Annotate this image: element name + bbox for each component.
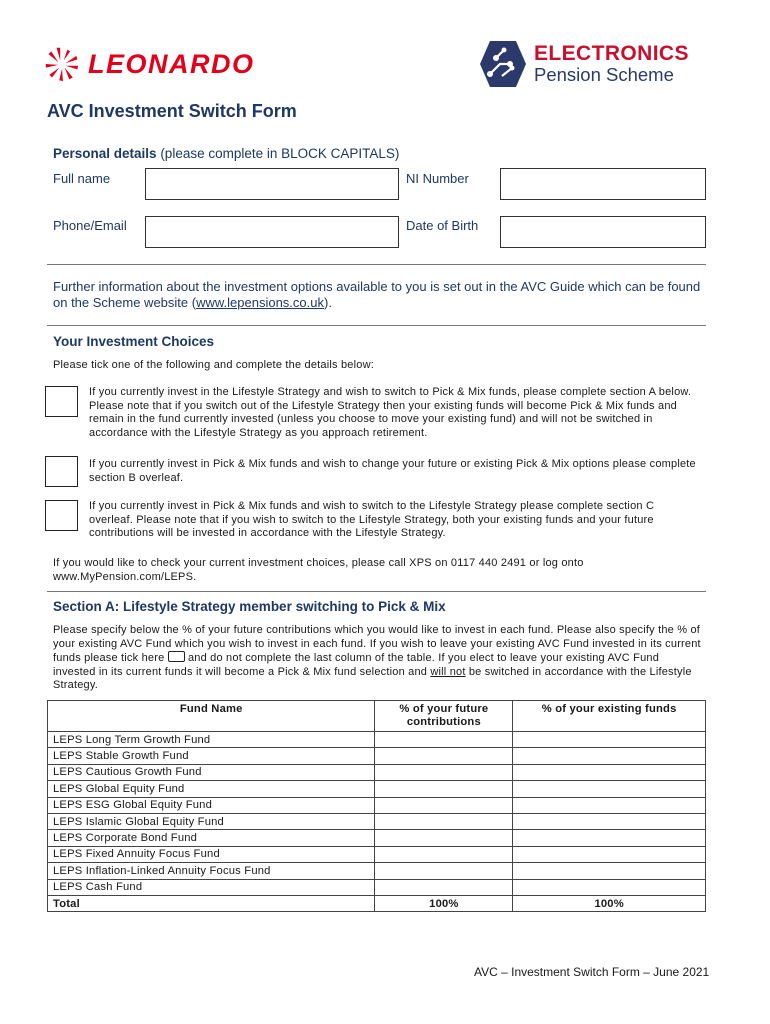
electronics-pension-scheme-logo xyxy=(476,38,689,90)
option-c-text: If you currently invest in Pick & Mix funds and wish to switch to the Lifestyle Strategy please complete section C overleaf. Please note that if you wish to switch to the Lifestyle Strategy, both your existing funds and your future contributions will be invested in accordance with the Lifestyle Strategy. xyxy=(89,500,655,540)
fund-name: LEPS Cash Fund xyxy=(48,879,375,895)
leonardo-wordmark: LEONARDO xyxy=(88,48,255,79)
ni-number-field[interactable] xyxy=(500,168,706,200)
fund-name: LEPS Fixed Annuity Focus Fund xyxy=(48,846,375,862)
circuit-hexagon-icon xyxy=(476,38,528,90)
investment-choices-heading: Your Investment Choices xyxy=(53,334,215,349)
section-a-instructions xyxy=(53,624,701,693)
scheme-website-link[interactable]: www.lepensions.co.uk xyxy=(196,295,324,310)
existing-fund-cell[interactable] xyxy=(513,846,706,862)
fund-allocation-table xyxy=(47,700,706,912)
page-title: AVC Investment Switch Form xyxy=(47,101,297,121)
table-row xyxy=(48,813,706,829)
further-information-body: Further information about the investment options available to you is set out in the AVC Guide which can be found on the Scheme website ( xyxy=(53,279,701,310)
future-contribution-cell[interactable] xyxy=(375,781,513,797)
option-b-checkbox[interactable] xyxy=(45,456,78,487)
section-a-heading: Section A: Lifestyle Strategy member switching to Pick & Mix xyxy=(53,599,446,614)
date-of-birth-label: Date of Birth xyxy=(406,218,479,233)
divider xyxy=(47,325,706,326)
ni-number-label: NI Number xyxy=(406,171,469,186)
personal-details-heading-note: (please complete in BLOCK CAPITALS) xyxy=(160,146,400,161)
option-a-checkbox[interactable] xyxy=(45,386,78,417)
table-header-row xyxy=(48,701,706,732)
contact-information: If you would like to check your current investment choices, please call XPS on 0117 440 2491 or log onto www.MyPension.com/LEPS. xyxy=(53,557,584,583)
further-information-text xyxy=(53,279,703,311)
fund-name: LEPS ESG Global Equity Fund xyxy=(48,797,375,813)
total-existing-funds: 100% xyxy=(513,895,706,911)
future-contribution-cell[interactable] xyxy=(375,732,513,748)
total-label: Total xyxy=(48,895,375,911)
existing-fund-cell[interactable] xyxy=(513,863,706,879)
future-contribution-cell[interactable] xyxy=(375,813,513,829)
future-contribution-cell[interactable] xyxy=(375,879,513,895)
future-contribution-cell[interactable] xyxy=(375,797,513,813)
table-row xyxy=(48,830,706,846)
date-of-birth-field[interactable] xyxy=(500,216,706,248)
section-a-text-part2: and do not complete the last column of the table. If you elect to leave your existing AVC Fund invested in its current funds it will become a Pick & Mix fund selection and xyxy=(53,652,660,678)
table-row xyxy=(48,879,706,895)
existing-fund-cell[interactable] xyxy=(513,879,706,895)
scheme-name-line1: ELECTRONICS xyxy=(534,42,689,66)
total-row xyxy=(48,895,706,911)
full-name-field[interactable] xyxy=(145,168,399,200)
investment-choices-instruction: Please tick one of the following and complete the details below: xyxy=(53,359,374,371)
divider xyxy=(47,264,706,265)
existing-fund-cell[interactable] xyxy=(513,813,706,829)
fund-name: LEPS Stable Growth Fund xyxy=(48,748,375,764)
existing-fund-cell[interactable] xyxy=(513,830,706,846)
phone-email-field[interactable] xyxy=(145,216,399,248)
divider xyxy=(47,591,706,592)
fund-name: LEPS Global Equity Fund xyxy=(48,781,375,797)
existing-funds-header: % of your existing funds xyxy=(513,701,706,732)
total-future-contributions: 100% xyxy=(375,895,513,911)
option-c-checkbox[interactable] xyxy=(45,500,78,531)
personal-details-heading xyxy=(53,146,399,161)
future-contribution-cell[interactable] xyxy=(375,863,513,879)
fund-name: LEPS Inflation-Linked Annuity Focus Fund xyxy=(48,863,375,879)
phone-email-label: Phone/Email xyxy=(53,218,127,233)
section-a-text-part3: be switched in accordance with the Lifestyle Strategy. xyxy=(53,665,692,692)
existing-fund-cell[interactable] xyxy=(513,748,706,764)
table-row xyxy=(48,846,706,862)
full-name-label: Full name xyxy=(53,171,111,186)
personal-details-heading-bold: Personal details xyxy=(53,146,157,161)
section-a-text-part1: Please specify below the % of your future contributions which you would like to invest in each fund. Please also specify the % of your existing AVC Fund which you wish to invest in each fund. If you wish to leave your existing AVC Fund invested in its current funds please tick here xyxy=(53,624,701,665)
will-not-emphasis: will not xyxy=(430,665,466,678)
existing-fund-cell[interactable] xyxy=(513,781,706,797)
leonardo-logo xyxy=(44,42,255,86)
fund-name: LEPS Corporate Bond Fund xyxy=(48,830,375,846)
future-contribution-cell[interactable] xyxy=(375,830,513,846)
existing-fund-cell[interactable] xyxy=(513,764,706,780)
future-contribution-cell[interactable] xyxy=(375,764,513,780)
future-contribution-cell[interactable] xyxy=(375,846,513,862)
existing-fund-cell[interactable] xyxy=(513,732,706,748)
leonardo-starburst-icon xyxy=(44,44,80,84)
table-row xyxy=(48,863,706,879)
table-row xyxy=(48,797,706,813)
table-row xyxy=(48,748,706,764)
fund-name: LEPS Islamic Global Equity Fund xyxy=(48,813,375,829)
scheme-name-line2: Pension Scheme xyxy=(534,64,674,86)
page-footer: AVC – Investment Switch Form – June 2021 xyxy=(474,965,710,979)
table-row xyxy=(48,732,706,748)
leave-existing-funds-checkbox[interactable] xyxy=(168,651,185,662)
option-a-text: If you currently invest in the Lifestyle Strategy and wish to switch to Pick & Mix funds, please complete section A below. Please note that if you switch out of the Lifestyle Strategy then your existing funds will become Pick & Mix funds and remain in the fund currently invested (unless you choose to move your existing fund) and will not be switched in accordance with the Lifestyle Strategy as you approach retirement. xyxy=(89,386,692,439)
future-contribution-cell[interactable] xyxy=(375,748,513,764)
option-b-text: If you currently invest in Pick & Mix funds and wish to change your future or existing Pick & Mix options please complete section B overleaf. xyxy=(89,458,696,484)
further-information-end: ). xyxy=(323,295,332,310)
table-row xyxy=(48,781,706,797)
fund-name-header: Fund Name xyxy=(48,701,375,732)
existing-fund-cell[interactable] xyxy=(513,797,706,813)
fund-name: LEPS Cautious Growth Fund xyxy=(48,764,375,780)
fund-name: LEPS Long Term Growth Fund xyxy=(48,732,375,748)
future-contributions-header: % of your future contributions xyxy=(375,701,513,732)
table-row xyxy=(48,764,706,780)
